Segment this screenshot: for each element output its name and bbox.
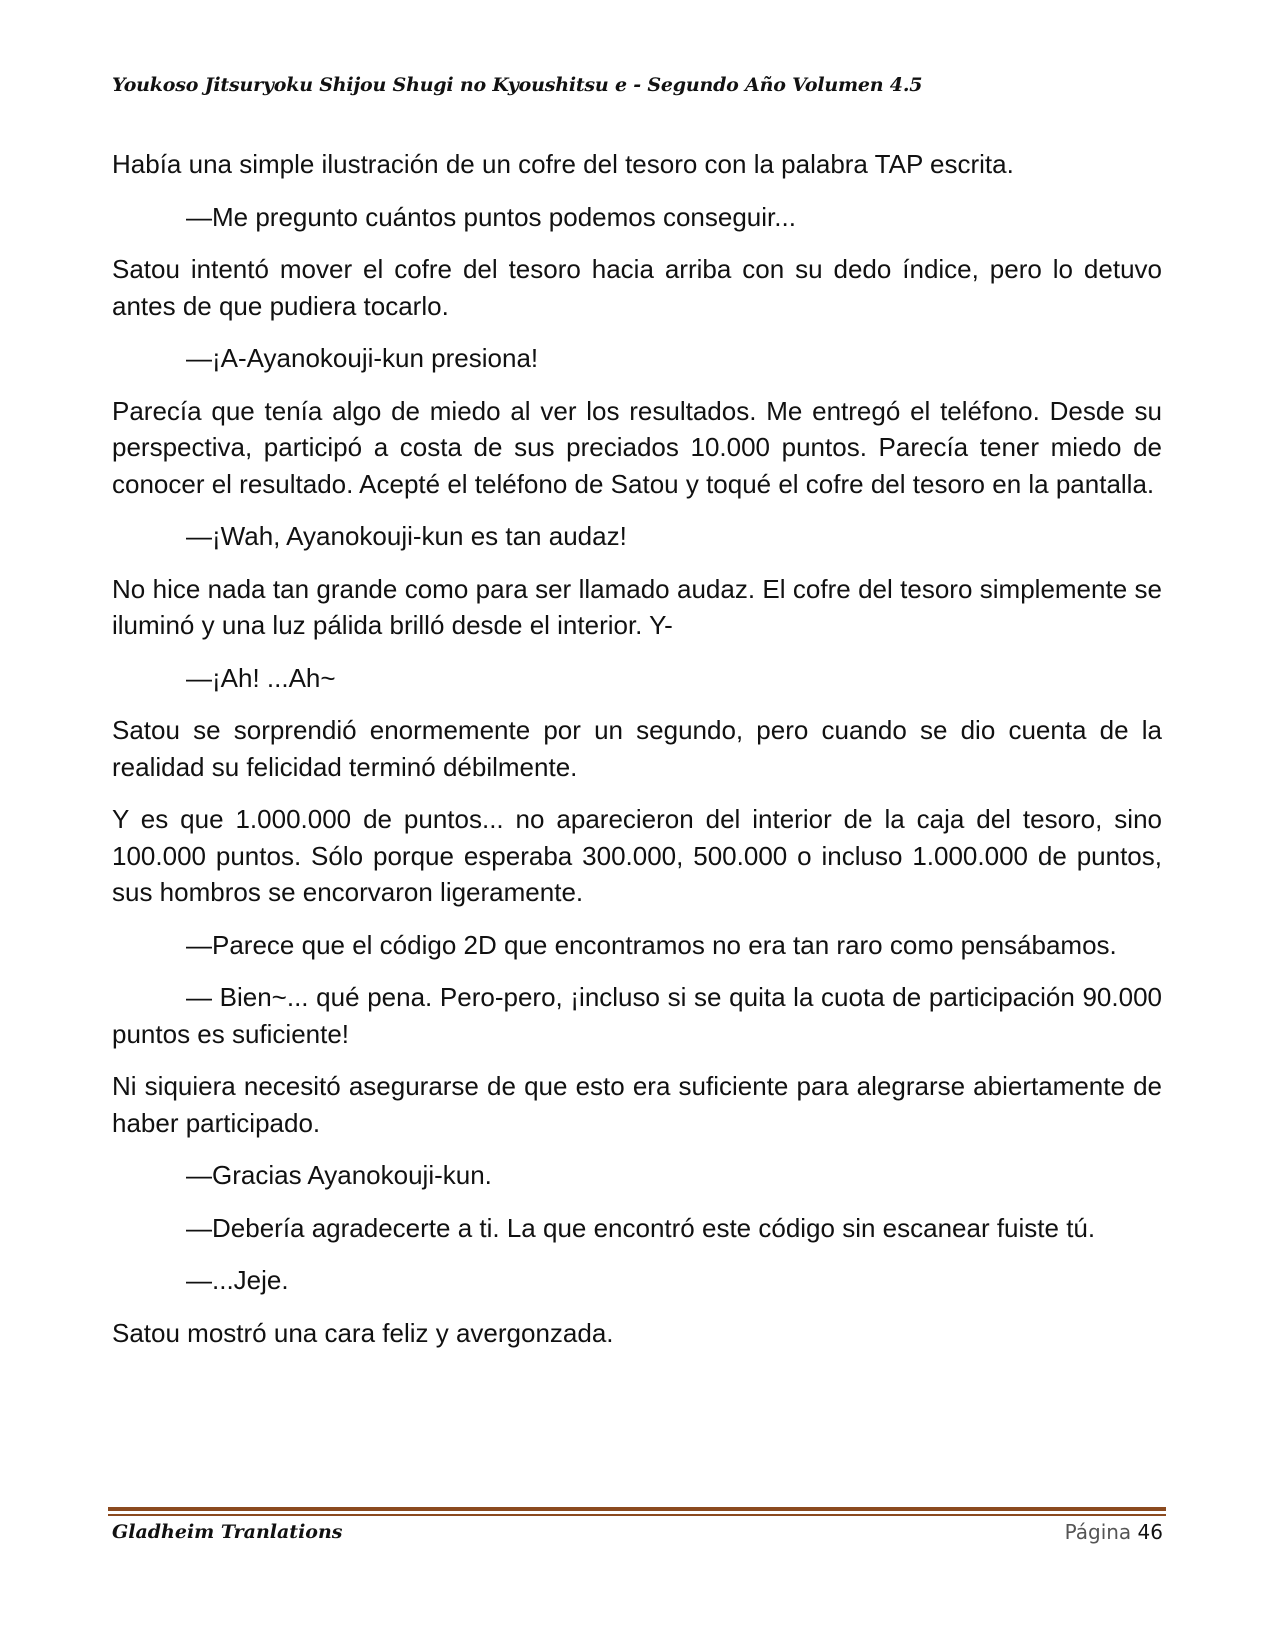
paragraph-dialog: —Parece que el código 2D que encontramos no era tan raro como pensábamos. [186,929,1117,960]
paragraph-narration: Satou mostró una cara feliz y avergonzada. [112,1317,614,1348]
paragraph-dialog: —Debería agradecerte a ti. La que encontró este código sin escanear fuiste tú. [186,1212,1096,1243]
paragraph-narration: Y es que 1.000.000 de puntos... no aparecieron del interior de la caja del tesoro, sino 100.000 puntos. Sólo porque esperaba 300.000, 500.000 o incluso 1.000.000 de puntos, sus hombros se encorvaron ligeramente. [112,804,1162,907]
footer-rule [108,1507,1166,1517]
paragraph-narration: Satou intentó mover el cofre del tesoro hacia arriba con su dedo índice, pero lo detuvo antes de que pudiera tocarlo. [112,254,1162,321]
footer-rule-thick [108,1507,1166,1511]
paragraph-dialog: — Bien~... qué pena. Pero-pero, ¡incluso si se quita la cuota de participación 90.000 puntos es suficiente! [112,982,1162,1049]
page-label: Página [1064,1520,1132,1544]
footer-rule-thin [108,1514,1166,1516]
page-number-block [1065,1520,1163,1544]
paragraph-dialog: —Me pregunto cuántos puntos podemos conseguir... [186,201,796,232]
paragraph-dialog: —...Jeje. [186,1265,289,1295]
body-text [112,146,1162,1367]
paragraph-dialog: —¡A-Ayanokouji-kun presiona! [186,343,539,373]
paragraph-narration: Había una simple ilustración de un cofre del tesoro con la palabra TAP escrita. [112,149,1014,179]
paragraph-narration: Parecía que tenía algo de miedo al ver los resultados. Me entregó el teléfono. Desde su perspectiva, participó a costa de sus preciados 10.000 puntos. Parecía tener miedo de conocer el resultado. Acepté el teléfono de Satou y toqué el cofre del tesoro en la pantalla. [112,395,1162,499]
paragraph-dialog: —¡Wah, Ayanokouji-kun es tan audaz! [186,521,627,551]
paragraph-narration: No hice nada tan grande como para ser llamado audaz. El cofre del tesoro simplemente se iluminó y una luz pálida brilló desde el interior. Y- [112,573,1162,640]
paragraph-dialog: —Gracias Ayanokouji-kun. [186,1160,492,1190]
running-header: Youkoso Jitsuryoku Shijou Shugi no Kyoushitsu e - Segundo Año Volumen 4.5 [112,74,923,96]
paragraph-narration: Satou se sorprendió enormemente por un segundo, pero cuando se dio cuenta de la realidad su felicidad terminó débilmente. [112,715,1162,782]
page-number: 46 [1137,1520,1163,1544]
footer-credit: Gladheim Tranlations [112,1521,343,1543]
paragraph-narration: Ni siquiera necesitó asegurarse de que esto era suficiente para alegrarse abiertamente de haber participado. [112,1071,1162,1138]
paragraph-dialog: —¡Ah! ...Ah~ [186,662,336,693]
